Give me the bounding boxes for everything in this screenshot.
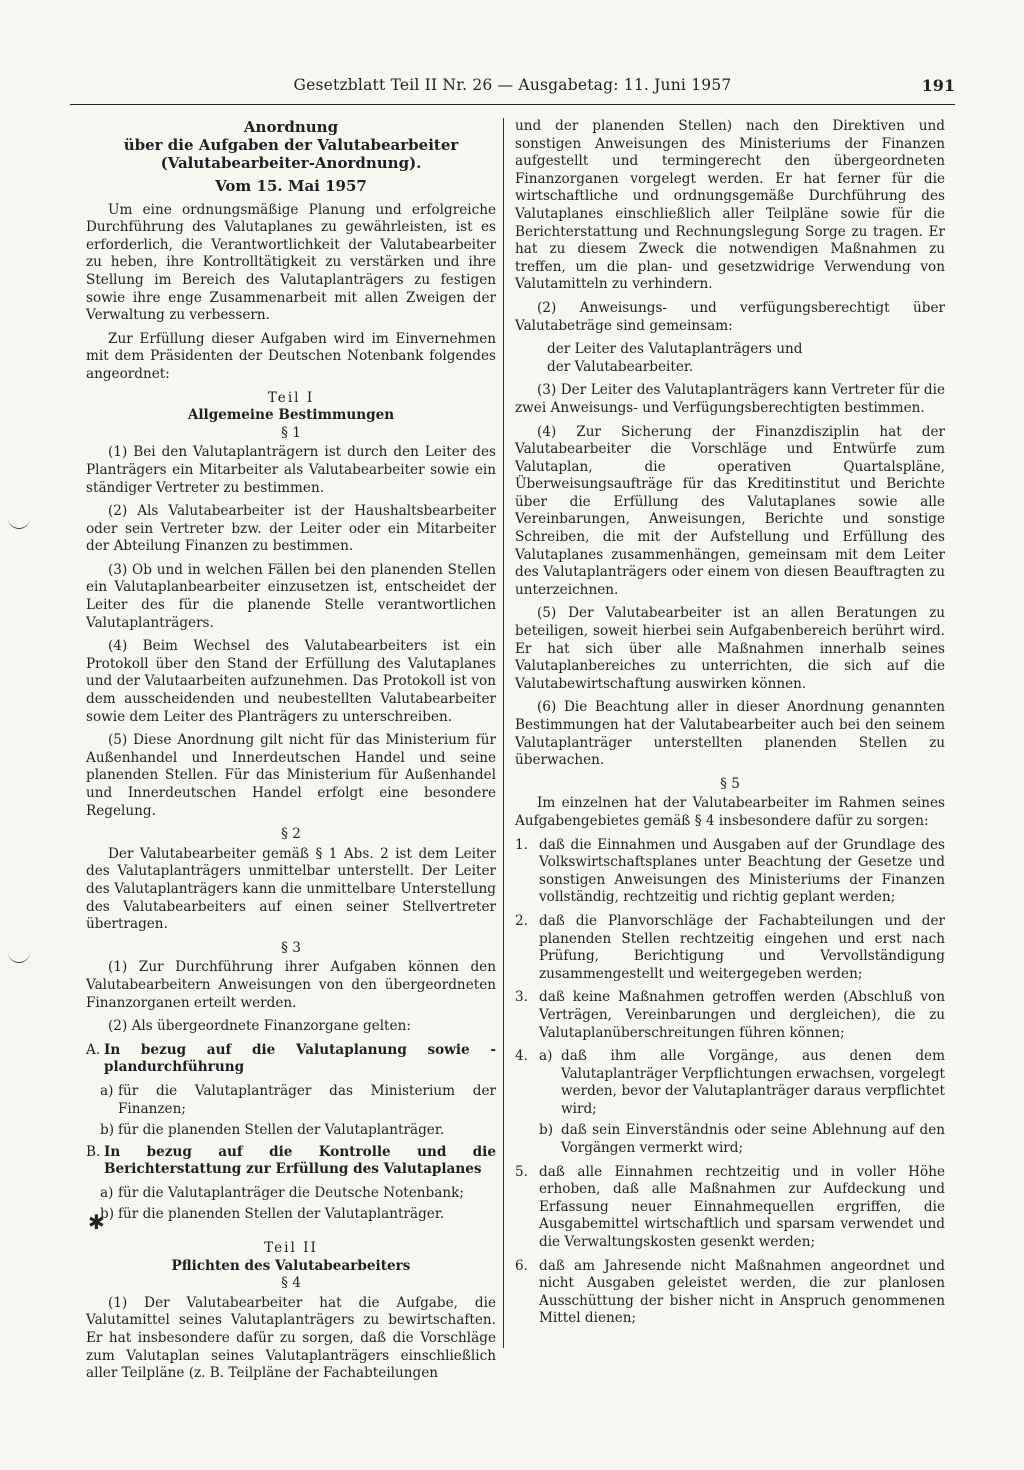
signatory-line: der Valutabearbeiter. [547,358,694,375]
paragraph: (5) Diese Anordnung gilt nicht für das Ministerium für Außenhandel und Innerdeutschen Handel und seine planenden Stellen. Für das Ministerium für Außenhandel und Innerdeutschen Handel erfolgt eine besondere Regelung. [86,732,496,819]
paragraph: (4) Beim Wechsel des Valutabearbeiters ist ein Protokoll über den Stand der Erfüllung des Valutaplanes und der Valutaarbeiten aufzunehmen. Das Protokoll ist von dem ausscheidenden und neubestellten Valutabearbeiter sowie dem Leiter des Planträgers zu unterschreiben. [86,638,496,725]
document-date: Vom 15. Mai 1957 [215,177,367,195]
section-heading: § 4 [281,1275,301,1292]
list-text: daß keine Maßnahmen getroffen werden (Abschluß von Verträgen, Vereinbarungen und dergleichen), die zu Valutaplanüberschreitungen führen können; [539,989,945,1041]
preamble-paragraph: Zur Erfüllung dieser Aufgaben wird im Einvernehmen mit dem Präsidenten der Deutschen Notenbank folgendes angeordnet: [86,330,496,382]
numbered-item [515,1048,945,1158]
paragraph: (2) Als übergeordnete Finanzorgane gelten: [108,1018,411,1035]
numbered-item [515,913,945,983]
header-rule [70,104,955,105]
paragraph: (2) Anweisungs- und verfügungsberechtigt über Valutabeträge sind gemeinsam: [515,299,945,334]
paragraph: (4) Zur Sicherung der Finanzdisziplin hat der Valutabearbeiter die Vorschläge und Entwürfe zum Valutaplan, die operativen Quartalspläne, Überweisungsaufträge für das Kreditinstitut und Berichte über die Erfüllung des Valutaplanes sowie alle Vereinbarungen, Anweisungen, Berichte und sonstige Schreiben, die mit der Aufstellung und Erfüllung des Valutaplanes zusammenhängen, gemeinsam mit dem Leiter des Valutaplanträgers oder einem von diesen Beauftragten zu unterzeichnen. [515,423,945,598]
paragraph: (1) Bei den Valutaplanträgern ist durch den Leiter des Planträgers ein Mitarbeiter als Valutabearbeiter sowie ein ständiger Vertreter zu bestimmen. [86,444,496,496]
list-label: 6. [515,1257,528,1274]
list-label: 2. [515,912,528,929]
list-label: a) [539,1048,553,1065]
numbered-item [515,1258,945,1328]
list-subitem [100,1185,496,1203]
paragraph: (6) Die Beachtung aller in dieser Anordnung genannten Bestimmungen hat der Valutabearbeiter auch bei den seinem Valutaplanträger unterstellten planenden Stellen zu überwachen. [515,699,945,769]
paragraph: (3) Ob und in welchen Fällen bei den planenden Stellen ein Valutaplanbearbeiter einzusetzen ist, entscheidet der Leiter des für die planende Stelle verantwortlichen Valutaplanträgers. [86,561,496,631]
list-text: für die Valutaplanträger das Ministerium der Finanzen; [118,1082,496,1117]
numbered-item [515,837,945,907]
list-label: 1. [515,836,528,853]
paragraph: Im einzelnen hat der Valutabearbeiter im Rahmen seines Aufgabengebietes gemäß § 4 insbesondere dafür zu sorgen: [515,795,945,829]
page-header [70,76,955,104]
numbered-item [515,989,945,1042]
list-label: 5. [515,1163,528,1180]
title-line: (Valutabearbeiter-Anordnung). [160,154,422,172]
list-item [86,1042,496,1077]
list-text: daß die Planvorschläge der Fachabteilungen und der planenden Stellen rechtzeitig eingehen und erst nach Prüfung, Berichtigung und Vervollständigung zusammengestellt und weitergegeben werden; [539,912,945,982]
document-title [86,118,496,172]
section-heading: § 1 [281,424,301,441]
signatory-list [547,341,945,376]
paragraph: (2) Als Valutabearbeiter ist der Haushaltsbearbeiter oder sein Vertreter bzw. der Leiter oder ein Mitarbeiter der Abteilung Finanzen zu bestimmen. [86,503,496,555]
right-column [515,118,945,1334]
list-label: a) [100,1184,114,1201]
page-number: 191 [921,76,955,95]
list-label: B. [86,1143,101,1160]
title-line: Anordnung [243,118,339,136]
list-subitem [539,1122,945,1157]
section-heading: § 5 [720,775,740,792]
list-subitem [539,1048,945,1118]
header-title: Gesetzblatt Teil II Nr. 26 — Ausgabetag: 11. Juni 1957 [293,76,732,94]
list-text [539,1048,945,1158]
list-label: b) [539,1122,554,1139]
title-line: über die Aufgaben der Valutabearbeiter [123,136,459,154]
list-label: a) [100,1082,114,1099]
list-label: 4. [515,1048,528,1065]
list-label: 3. [515,989,528,1006]
paragraph: (1) Der Valutabearbeiter hat die Aufgabe, die Valutamittel seines Valutaplanträgers zu bewirtschaften. Er hat insbesondere dafür zu sorgen, daß die Vorschläge zum Valutaplan seines Valutaplanträgers einschließlich aller Teilpläne (z. B. Teilpläne der Fachabteilungen [86,1294,496,1382]
list-text: daß am Jahresende nicht Maßnahmen angeordnet und nicht Ausgaben geleistet werden, die zur planlosen Ausschüttung der bisher nicht in Anspruch genommenen Mittel dienen; [539,1257,945,1327]
paragraph: (3) Der Leiter des Valutaplanträgers kann Vertreter für die zwei Anweisungs- und Verfügungsberechtigten bestimmen. [515,382,945,416]
numbered-item [515,1164,945,1252]
list-text: In bezug auf die Valutaplanung sowie -plandurchführung [104,1041,496,1076]
list-text: für die planenden Stellen der Valutaplanträger. [118,1122,445,1139]
part-heading: Teil I [267,389,315,406]
ink-blot-icon: ✱ [88,1210,105,1234]
preamble-paragraph: Um eine ordnungsmäßige Planung und erfolgreiche Durchführung des Valutaplanes zu gewährleisten, ist es erforderlich, die Verantwortlichkeit der Valutabearbeiter zu heben, ihre Kontrolltätigkeit zu verstärken und ihre Stellung im Bereich des Valutaplanträgers zu festigen sowie ihre enge Zusammenarbeit mit allen Zweigen der Verwaltung zu verbessern. [86,201,496,324]
list-subitem [100,1122,496,1140]
paragraph: Der Valutabearbeiter gemäß § 1 Abs. 2 ist dem Leiter des Valutaplanträgers unmittelbar unterstellt. Der Leiter des Valutaplanträgers kann die unmittelbare Unterstellung des Valutabearbeiters auf einen seiner Stellvertreter übertragen. [86,845,496,933]
list-item [86,1144,496,1179]
part-title: Pflichten des Valutabearbeiters [171,1257,411,1274]
part-title: Allgemeine Bestimmungen [187,407,395,424]
paragraph: und der planenden Stellen) nach den Direktiven und sonstigen Anweisungen des Ministeriums der Finanzen aufgestellt und termingerecht den übergeordneten Finanzorganen vorgelegt werden. Er hat ferner für die wirtschaftliche und ordnungsgemäße Durchführung des Valutaplanes einschließlich aller Teilpläne sowie für die Berichterstattung und Rechnungslegung Sorge zu tragen. Er hat zu diesem Zweck die notwendigen Maßnahmen zu treffen, um die plan- und gesetzwidrige Verwendung von Valutamitteln zu verhindern. [515,118,945,293]
list-subitem [100,1083,496,1118]
list-label: b) [100,1206,115,1223]
column-divider [503,118,504,1348]
left-column [86,118,496,1389]
list-text: daß sein Einverständnis oder seine Ablehnung auf den Vorgängen vermerkt wird; [561,1122,945,1157]
list-text: daß ihm alle Vorgänge, aus denen dem Valutaplanträger Verpflichtungen erwachsen, vorgelegt werden, bevor der Valutaplanträger daraus verpflichtet wird; [561,1048,946,1117]
part-heading: Teil II [264,1240,318,1257]
list-label: b) [100,1122,115,1139]
signatory-line: der Leiter des Valutaplanträgers und [547,341,803,358]
margin-mark [8,952,30,963]
paragraph: (5) Der Valutabearbeiter ist an allen Beratungen zu beteiligen, soweit hierbei sein Aufgabenbereich berührt wird. Er hat sich über alle Maßnahmen innerhalb seines Valutaplanbereiches zu unterrichten, die sich auf die Valutabewirtschaftung auswirken können. [515,605,945,692]
list-text: für die Valutaplanträger die Deutsche Notenbank; [118,1184,464,1201]
list-text: In bezug auf die Kontrolle und die Berichterstattung zur Erfüllung des Valutaplanes [104,1143,496,1178]
section-heading: § 2 [281,826,301,843]
list-text: daß die Einnahmen und Ausgaben auf der Grundlage des Volkswirtschaftsplanes unter Beachtung der Gesetze und sonstigen Anweisungen des Ministeriums der Finanzen vollständig, rechtzeitig und richtig geplant werden; [539,836,945,906]
list-label: A. [86,1041,101,1058]
margin-mark [8,518,30,529]
list-text: daß alle Einnahmen rechtzeitig und in voller Höhe erhoben, daß alle Maßnahmen zur Aufdeckung und Erfassung neuer Einnahmequellen ergriffen, die Ausgabemittel wirtschaftlich und sparsam verwendet und die Verwaltungskosten gesenkt werden; [539,1163,945,1251]
paragraph: (1) Zur Durchführung ihrer Aufgaben können den Valutabearbeitern Anweisungen von den übergeordneten Finanzorganen erteilt werden. [86,959,496,1011]
list-text: für die planenden Stellen der Valutaplanträger. [118,1206,445,1223]
section-heading: § 3 [281,939,301,956]
list-subitem [100,1206,496,1224]
